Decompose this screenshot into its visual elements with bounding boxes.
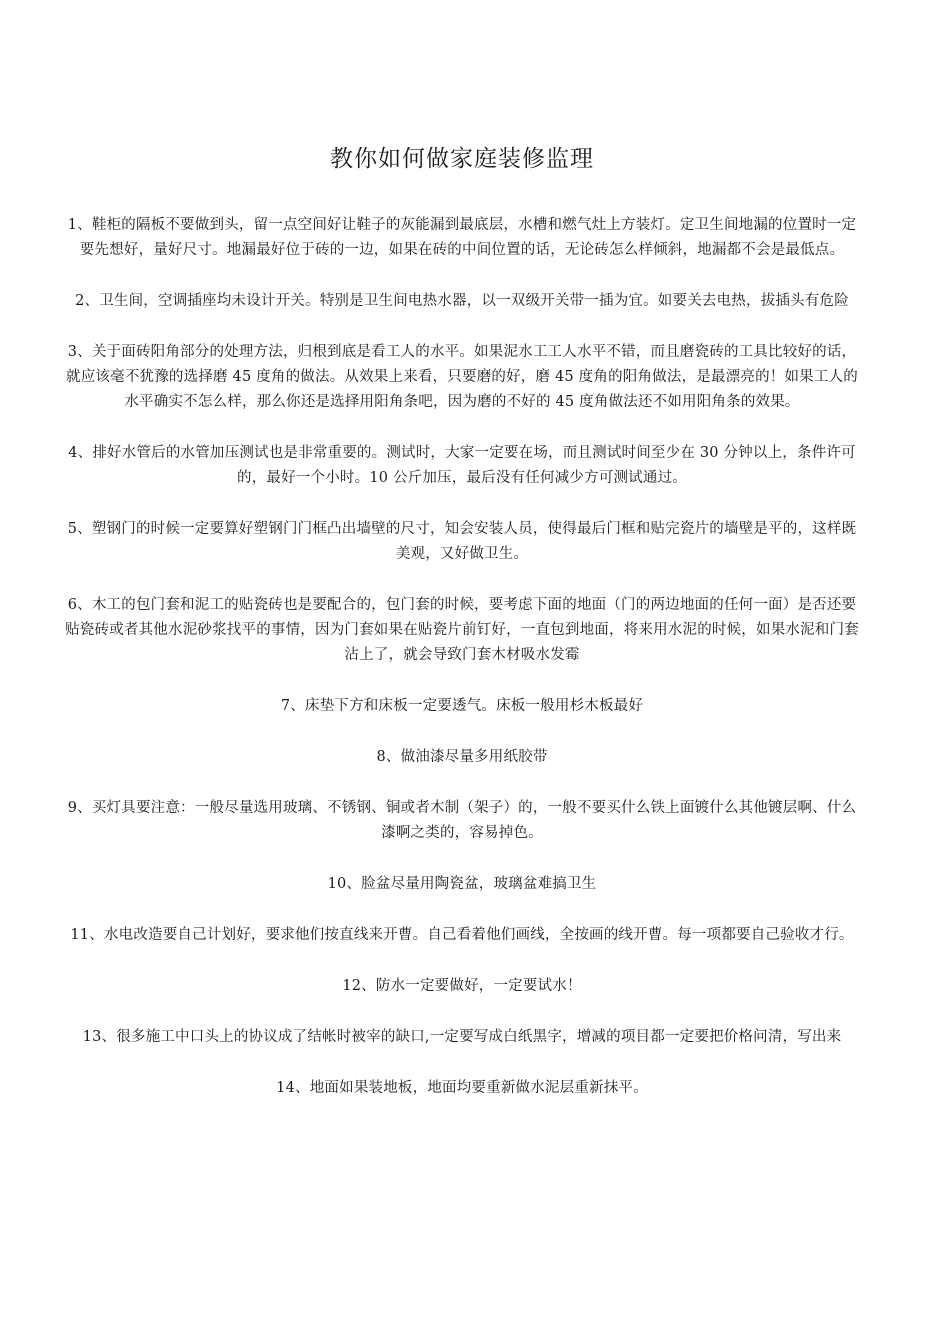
- tip-item-7: 7、床垫下方和床板一定要透气。床板一般用杉木板最好: [280, 698, 644, 714]
- tip-item-14: 14、地面如果装地板，地面均要重新做水泥层重新抹平。: [276, 1080, 648, 1096]
- tip-item-3: 3、关于面砖阳角部分的处理方法，归根到底是看工人的水平。如果泥水工工人水平不错，而且磨瓷砖的工具比较好的话，就应该毫不犹豫的选择磨 45 度角的做法。从效果上来看，只要磨的好，磨 45 度角的阳角做法，是最漂亮的！如果工人的水平确实不怎么样，那么你还是选择用阳角条吧，因为磨的不好的 45 度角做法还不如用阳角条的效果。: [66, 344, 858, 410]
- document-title: 教你如何做家庭装修监理: [330, 146, 594, 172]
- tip-item-1: 1、鞋柜的隔板不要做到头，留一点空间好让鞋子的灰能漏到最底层，水槽和燃气灶上方装灯。定卫生间地漏的位置时一定要先想好，量好尺寸。地漏最好位于砖的一边，如果在砖的中间位置的话，无论砖怎么样倾斜，地漏都不会是最低点。: [67, 217, 857, 258]
- tip-item-6: 6、木工的包门套和泥工的贴瓷砖也是要配合的，包门套的时候，要考虑下面的地面（门的两边地面的任何一面）是否还要贴瓷砖或者其他水泥砂浆找平的事情，因为门套如果在贴瓷片前钉好，一直包到地面，将来用水泥的时候，如果水泥和门套沾上了，就会导致门套木材吸水发霉: [65, 597, 859, 663]
- tips-list: [62, 213, 862, 1127]
- tip-item-5: 5、塑钢门的时候一定要算好塑钢门门框凸出墙壁的尺寸，知会安装人员，使得最后门框和贴完瓷片的墙壁是平的，这样既美观，又好做卫生。: [67, 521, 857, 562]
- tip-item-11: 11、水电改造要自己计划好，要求他们按直线来开曹。自己看着他们画线，全按画的线开曹。每一项都要自己验收才行。: [70, 927, 854, 943]
- tip-item-13: 13、很多施工中口头上的协议成了结帐时被宰的缺口,一定要写成白纸黑字，增减的项目都一定要把价格问清，写出来: [82, 1029, 842, 1045]
- tip-item-9: 9、买灯具要注意：一般尽量选用玻璃、不锈钢、铜或者木制（架子）的，一般不要买什么铁上面镀什么其他镀层啊、什么漆啊之类的，容易掉色。: [67, 800, 857, 841]
- tip-item-12: 12、防水一定要做好，一定要试水！: [342, 978, 582, 994]
- tip-item-10: 10、脸盆尽量用陶瓷盆，玻璃盆难搞卫生: [327, 876, 597, 892]
- tip-item-2: 2、卫生间，空调插座均未设计开关。特别是卫生间电热水器，以一双级开关带一插为宜。如要关去电热，拔插头有危险: [75, 293, 849, 309]
- tip-item-8: 8、做油漆尽量多用纸胶带: [376, 749, 548, 765]
- tip-item-4: 4、排好水管后的水管加压测试也是非常重要的。测试时，大家一定要在场，而且测试时间至少在 30 分钟以上，条件许可的，最好一个小时。10 公斤加压，最后没有任何减少方可测试通过。: [68, 445, 856, 486]
